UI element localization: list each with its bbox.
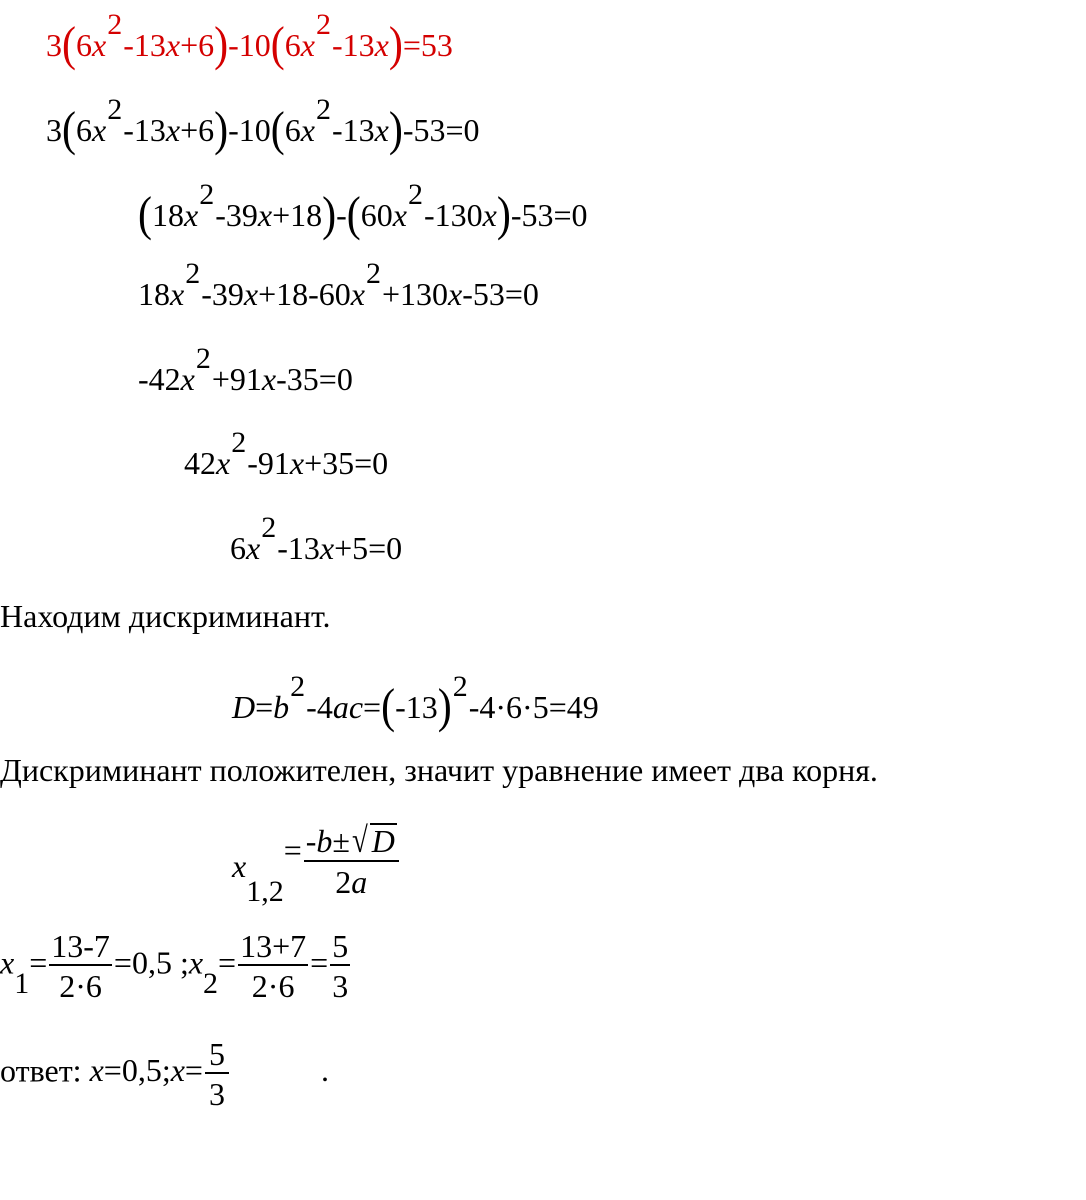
roots-formula: x1,2= $\frac{-b\pm√ D}{2a}$ [232,818,401,894]
equation-2: $3(6x^2-13x+6)-10(6x^2-13x)-53=0$ [46,93,480,157]
x2-numerator: 13+7 [240,928,307,964]
roots-values: x1= $\frac{13-7}{2\cdot 6}$ =0,5 ;x2= $\frac{13+7}{2\cdot 6}$ = $\frac{5}{3}$ [0,928,349,1004]
roots-formula-denominator: 2a [335,864,368,900]
answer-label: ответ: [0,1052,82,1089]
equation-7: $6x^2-13x+5=0$ [230,511,403,566]
answer-fraction-numerator: 5 [205,1038,229,1074]
roots-formula-numerator: -b±√ D [304,822,399,862]
discriminant-formula: $D=b^2-4ac=(-13)^2-4\cdot 6\cdot 5=49$ [232,670,599,734]
x2-denominator: 2·6 [251,968,295,1004]
equation-6: $42x^2-91x+35=0$ [184,426,389,481]
equation-5: $-42x^2+91x-35=0$ [138,342,353,397]
equation-1: $3(6x^2-13x+6)-10(6x^2-13x)=53$ [46,8,453,72]
x1-value: =0,5 ; [113,944,189,981]
find-discriminant-text: Находим дискриминант. [0,598,331,634]
equation-3: $(18x^2-39x+18)-(60x^2-130x)-53=0$ [138,178,588,242]
x1-denominator: 2·6 [59,968,102,1004]
answer-line: ответ: x=0,5;x= $\frac{5}{3}$ . [0,1036,329,1112]
x1-numerator: 13-7 [51,928,110,964]
x2-value-numerator: 5 [332,928,349,964]
answer-end: . [320,1052,329,1089]
equation-4: $18x^2-39x+18-60x^2+130x-53=0$ [138,257,539,312]
answer-fraction-denominator: 3 [208,1076,225,1112]
discriminant-positive-text: Дискриминант положителен, значит уравнение имеет два корня. [0,752,878,788]
x2-value-denominator: 3 [332,968,349,1004]
